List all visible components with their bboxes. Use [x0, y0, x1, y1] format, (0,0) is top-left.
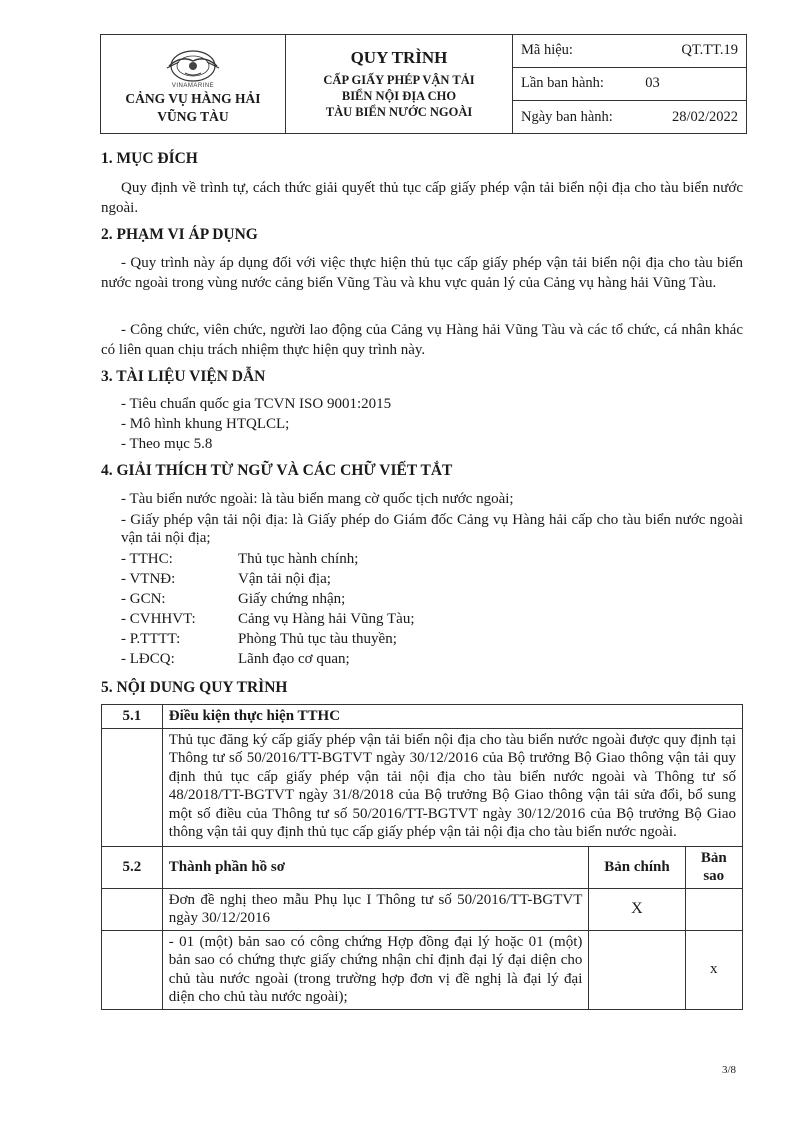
document-requirement: Đơn đề nghị theo mẫu Phụ lục I Thông tư số 50/2016/TT-BGTVT ngày 30/12/2016 [162, 888, 589, 930]
conditions-text: Thủ tục đăng ký cấp giấy phép vận tải biển nội địa cho tàu biển nước ngoài được quy định tại Thông tư số 50/2016/TT-BGTVT ngày 30/12/2016 của Bộ trưởng Bộ Giao thông vận tải quy định thủ tục cấp giấy phép vận tải nội địa cho tàu biển nước ngoài và Thông tư số 48/2018/TT-BGTVT ngày 31/8/2018 của Bộ trưởng Bộ Giao thông vận tải sửa đổi, bổ sung một số điều của Thông tư số 50/2016/TT-BGTVT ngày 30/12/2016 của Bộ trưởng Bộ Giao thông vận tải quy định thủ tục cấp giấy phép vận tải nội địa cho tàu biển nước ngoài. [162, 728, 742, 846]
original-mark [589, 930, 685, 1009]
row-title: Điều kiện thực hiện TTHC [162, 705, 742, 729]
organization-name-line2: VŨNG TÀU [157, 109, 229, 124]
original-mark: X [589, 888, 685, 930]
meta-value: 03 [645, 67, 746, 100]
abbreviation-item [121, 651, 350, 668]
meta-row-edition [513, 67, 746, 100]
abbreviation-value: Lãnh đạo cơ quan; [238, 651, 350, 667]
vinamarine-logo-icon [163, 47, 223, 85]
section-3-title: 3. TÀI LIỆU VIỆN DẪN [101, 368, 266, 385]
abbreviation-value: Giấy chứng nhận; [238, 591, 346, 607]
procedure-table [101, 704, 743, 1010]
abbreviation-key: - TTHC: [121, 551, 173, 567]
meta-label: Lần ban hành: [513, 67, 645, 100]
abbreviation-item [121, 551, 358, 568]
abbreviation-key: - GCN: [121, 591, 166, 607]
document-header [100, 34, 747, 134]
copy-mark [685, 888, 742, 930]
section-2-title: 2. PHẠM VI ÁP DỤNG [101, 226, 258, 243]
abbreviation-item [121, 591, 345, 608]
definition-foreign-ship: - Tàu biển nước ngoài: là tàu biển mang cờ quốc tịch nước ngoài; [121, 491, 514, 507]
abbreviation-key: - VTNĐ: [121, 571, 176, 587]
procedure-subtitle-line1: CẤP GIẤY PHÉP VẬN TẢI [323, 73, 475, 87]
table-row [102, 888, 743, 930]
column-header-copy: Bản sao [685, 846, 742, 888]
meta-label: Mã hiệu: [513, 35, 645, 67]
meta-value: QT.TT.19 [645, 35, 746, 67]
copy-mark: x [685, 930, 742, 1009]
reference-item: - Tiêu chuẩn quốc gia TCVN ISO 9001:2015 [121, 396, 392, 412]
row-title: Thành phần hồ sơ [162, 846, 589, 888]
table-row [102, 705, 743, 729]
section-4-title: 4. GIẢI THÍCH TỪ NGỮ VÀ CÁC CHỮ VIẾT TẮT [101, 462, 453, 479]
logo-text: VINAMARINE [171, 83, 215, 89]
section-5-title: 5. NỘI DUNG QUY TRÌNH [101, 679, 288, 696]
organization-name-line1: CẢNG VỤ HÀNG HẢI [125, 91, 261, 106]
row-number: 5.1 [102, 705, 163, 729]
empty-cell [102, 728, 163, 846]
empty-cell [102, 930, 163, 1009]
meta-value: 28/02/2022 [671, 108, 738, 125]
abbreviation-key: - P.TTTT: [121, 631, 181, 647]
abbreviation-item [121, 571, 331, 588]
abbreviation-item [121, 631, 397, 648]
definition-transport-license: - Giấy phép vận tải nội địa: là Giấy phép do Giám đốc Cảng vụ Hàng hải cấp cho tàu biển nước ngoài vận tải nội địa; [121, 512, 743, 546]
document-meta-table [513, 35, 746, 133]
page-number: 3/8 [722, 1064, 737, 1076]
section-2-paragraph-1: - Quy trình này áp dụng đối với việc thực hiện thủ tục cấp giấy phép vận tải biển nội địa cho tàu biển nước ngoài trong vùng nước cảng biển Vũng Tàu và khu vực quản lý của Cảng vụ hàng hải Vũng Tàu. [101, 255, 743, 291]
reference-item: - Mô hình khung HTQLCL; [121, 416, 290, 432]
abbreviation-value: Cảng vụ Hàng hải Vũng Tàu; [238, 611, 415, 627]
document-meta-cell [513, 35, 747, 134]
procedure-title: QUY TRÌNH [350, 48, 448, 67]
empty-cell [102, 888, 163, 930]
meta-label: Ngày ban hành: [521, 108, 613, 125]
table-row [102, 846, 743, 888]
table-row [102, 728, 743, 846]
abbreviation-item [121, 611, 415, 628]
section-2-paragraph-2: - Công chức, viên chức, người lao động của Cảng vụ Hàng hải Vũng Tàu và các tổ chức, cá nhân khác có liên quan chịu trách nhiệm thực hiện quy trình này. [101, 322, 743, 358]
column-header-original: Bản chính [589, 846, 685, 888]
abbreviation-key: - LĐCQ: [121, 651, 175, 667]
abbreviation-value: Vận tải nội địa; [238, 571, 331, 587]
abbreviation-key: - CVHHVT: [121, 611, 196, 627]
reference-item: - Theo mục 5.8 [121, 436, 213, 452]
abbreviation-value: Phòng Thủ tục tàu thuyền; [238, 631, 397, 647]
meta-row-date [513, 101, 746, 133]
section-1-title: 1. MỤC ĐÍCH [101, 150, 198, 167]
procedure-subtitle-line3: TÀU BIỂN NƯỚC NGOÀI [325, 105, 473, 119]
procedure-subtitle-line2: BIỂN NỘI ĐỊA CHO [341, 89, 457, 103]
row-number: 5.2 [102, 846, 163, 888]
section-1-text: Quy định về trình tự, cách thức giải quyết thủ tục cấp giấy phép vận tải biển nội địa cho tàu biển nước ngoài. [101, 180, 743, 216]
organization-cell [101, 35, 286, 134]
document-requirement: - 01 (một) bản sao có công chứng Hợp đồng đại lý hoặc 01 (một) bản sao có chứng thực giấy chứng nhận chỉ định đại lý đại diện cho chủ tàu nước ngoài (trong trường hợp đơn vị đề nghị là đại lý đại diện cho chủ tàu nước ngoài); [162, 930, 589, 1009]
meta-row-code [513, 35, 746, 67]
procedure-title-cell [286, 35, 513, 134]
table-row [102, 930, 743, 1009]
abbreviation-value: Thủ tục hành chính; [238, 551, 359, 567]
